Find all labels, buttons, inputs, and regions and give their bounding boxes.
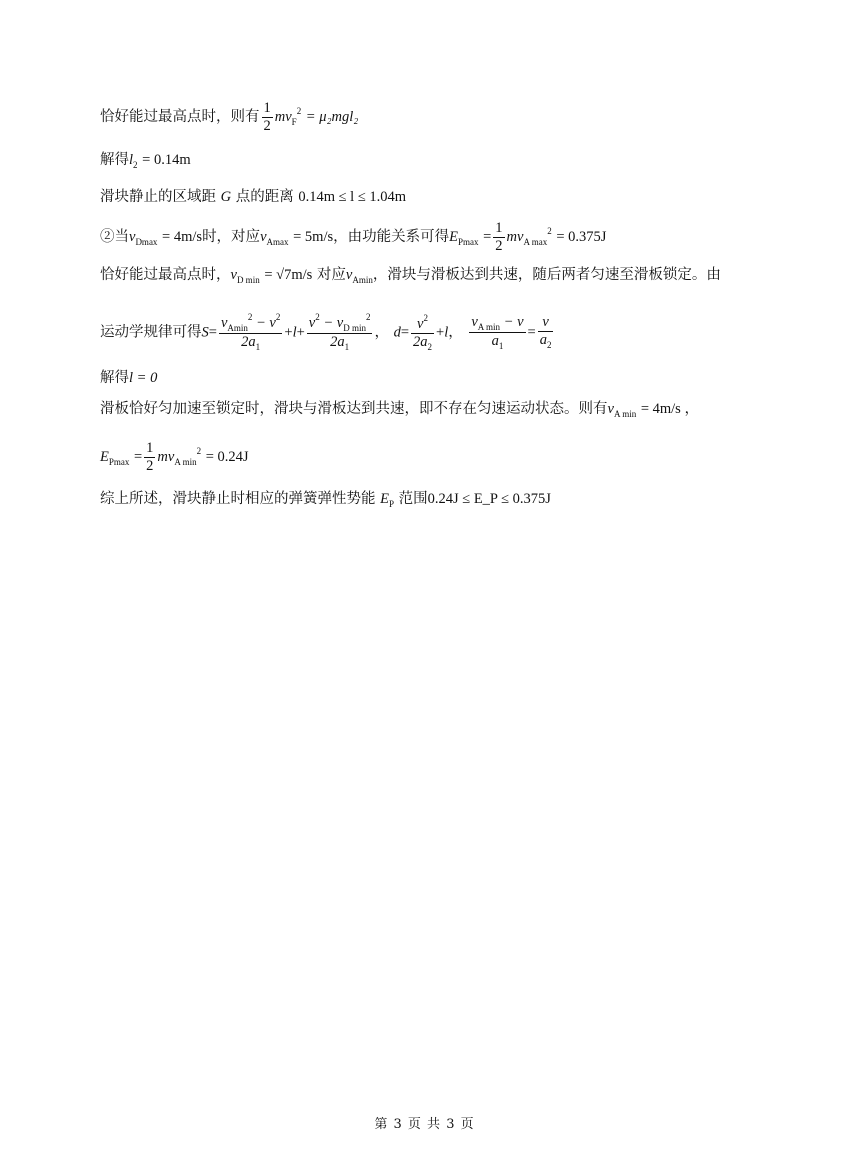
page-footer: 第 3 页 共 3 页 bbox=[374, 1117, 475, 1132]
var-vdmax: $v_{Dmax}$ bbox=[129, 229, 158, 248]
line-8 bbox=[100, 402, 699, 419]
line-10 bbox=[100, 492, 551, 509]
line-2 bbox=[100, 153, 191, 170]
line-7-text: 解得 bbox=[100, 370, 129, 386]
formula-epmax: $mv_{A max}^2$ bbox=[506, 226, 552, 248]
value-l2: = 0.14m bbox=[142, 152, 191, 168]
var-l2: $l_2$ bbox=[129, 152, 138, 170]
var-vamax: $v_{Amax}$ bbox=[260, 229, 289, 248]
var-vamin: $v_{Amin}$ bbox=[345, 267, 373, 285]
line-5-tail: ，滑块与滑板达到共速，随后两者匀速至滑板锁定。由 bbox=[372, 267, 721, 283]
range-ep: 0.24J ≤ E_P ≤ 0.375J bbox=[427, 491, 551, 507]
line-4-text: ②当 bbox=[100, 229, 129, 246]
line-6: 运动学规律可得S= $\frac{v_{Amin}^2 - v^2}{2a_1}$ +l+ $\frac{v^2 - v_{D min}^2}{2a_1}$ ， d= $\frac{v^2}{2a_2}$ +l， $\frac{v_{A min} - v}{a_1}$ = $\frac{v}{a_2}$ bbox=[100, 312, 552, 353]
separator-1: ， bbox=[374, 324, 389, 341]
value-l: l = 0 bbox=[129, 370, 158, 386]
formula-ep-min: $mv_{A min}^2$ bbox=[157, 446, 202, 468]
fraction-ratio-2: $\frac{v}{a_2}$ bbox=[539, 314, 552, 350]
range-l: 0.14m ≤ l ≤ 1.04m bbox=[298, 189, 407, 205]
line-1 bbox=[100, 100, 358, 134]
fraction-ratio-1: $\frac{v_{A min} - v}{a_1}$ bbox=[471, 313, 524, 351]
line-4-mid1: 时，对应 bbox=[202, 229, 261, 246]
fraction-half: $\frac{1}{2}$ bbox=[263, 100, 271, 134]
line-3 bbox=[100, 190, 406, 205]
line-8-text: 滑板恰好匀加速至锁定时，滑块与滑板达到共速，即不存在匀速运动状态。则有 bbox=[100, 401, 608, 417]
var-ep: $E_P$ bbox=[380, 491, 394, 509]
fraction-half-2: $\frac{1}{2}$ bbox=[495, 220, 503, 254]
line-2-text: 解得 bbox=[100, 152, 129, 168]
line-5-text: 恰好能过最高点时， bbox=[100, 267, 231, 283]
line-3-text: 滑块静止的区域距 bbox=[100, 189, 216, 205]
line-5 bbox=[100, 268, 721, 285]
formula-energy: $mv_F^2$ bbox=[274, 106, 302, 128]
var-vamin-2: $v_{A min}$ bbox=[607, 401, 637, 419]
value-vdmin: = √7m/s bbox=[264, 267, 313, 283]
var-epmax: $E_{Pmax}$ bbox=[449, 229, 479, 248]
var-vdmin: $v_{D min}$ bbox=[230, 267, 260, 285]
line-5-mid: 对应 bbox=[316, 267, 346, 283]
line-1-text: 恰好能过最高点时，则有 bbox=[100, 109, 260, 126]
fraction-half-3: $\frac{1}{2}$ bbox=[146, 440, 154, 474]
line-3-mid: 点的距离 bbox=[235, 189, 294, 205]
line-10-mid: 范围 bbox=[398, 491, 428, 507]
line-6-text: 运动学规律可得 bbox=[100, 324, 202, 341]
line-7 bbox=[100, 371, 157, 386]
separator-2: ， bbox=[448, 324, 463, 341]
formula-rhs: = μ₂mgl₂ bbox=[305, 109, 359, 126]
value-vdmax: = 4m/s bbox=[162, 229, 203, 246]
point-g: G bbox=[220, 189, 232, 205]
value-ep-min: = 0.24J bbox=[205, 449, 249, 466]
value-vamin: = 4m/s ， bbox=[640, 401, 699, 417]
value-epmax: = 0.375J bbox=[556, 229, 607, 246]
line-4-mid2: ，由功能关系可得 bbox=[333, 229, 450, 246]
fraction-s1: $\frac{v_{Amin}^2 - v^2}{2a_1}$ bbox=[220, 312, 281, 353]
fraction-s2: $\frac{v^2 - v_{D min}^2}{2a_1}$ bbox=[308, 312, 371, 353]
line-10-text: 综上所述，滑块静止时相应的弹簧弹性势能 bbox=[100, 491, 376, 507]
formula-s: S bbox=[201, 324, 209, 341]
formula-d: d bbox=[393, 324, 401, 341]
line-9: $E_{Pmax}$ = $\frac{1}{2}$ $mv_{A min}^2 = 0.24J$ bbox=[100, 440, 249, 474]
fraction-d: $\frac{v^2}{2a_2}$ bbox=[413, 312, 433, 352]
line-4: ②当$v_{Dmax} = 4m/s$时，对应$v_{Amax} = 5m/s$，由功能关系可得$E_{Pmax}$ = $\frac{1}{2}$ $mv_{A max}^2 = 0.375J$ bbox=[100, 220, 607, 254]
value-vamax: = 5m/s bbox=[293, 229, 334, 246]
var-ep-min: $E_{Pmax}$ bbox=[100, 449, 130, 468]
